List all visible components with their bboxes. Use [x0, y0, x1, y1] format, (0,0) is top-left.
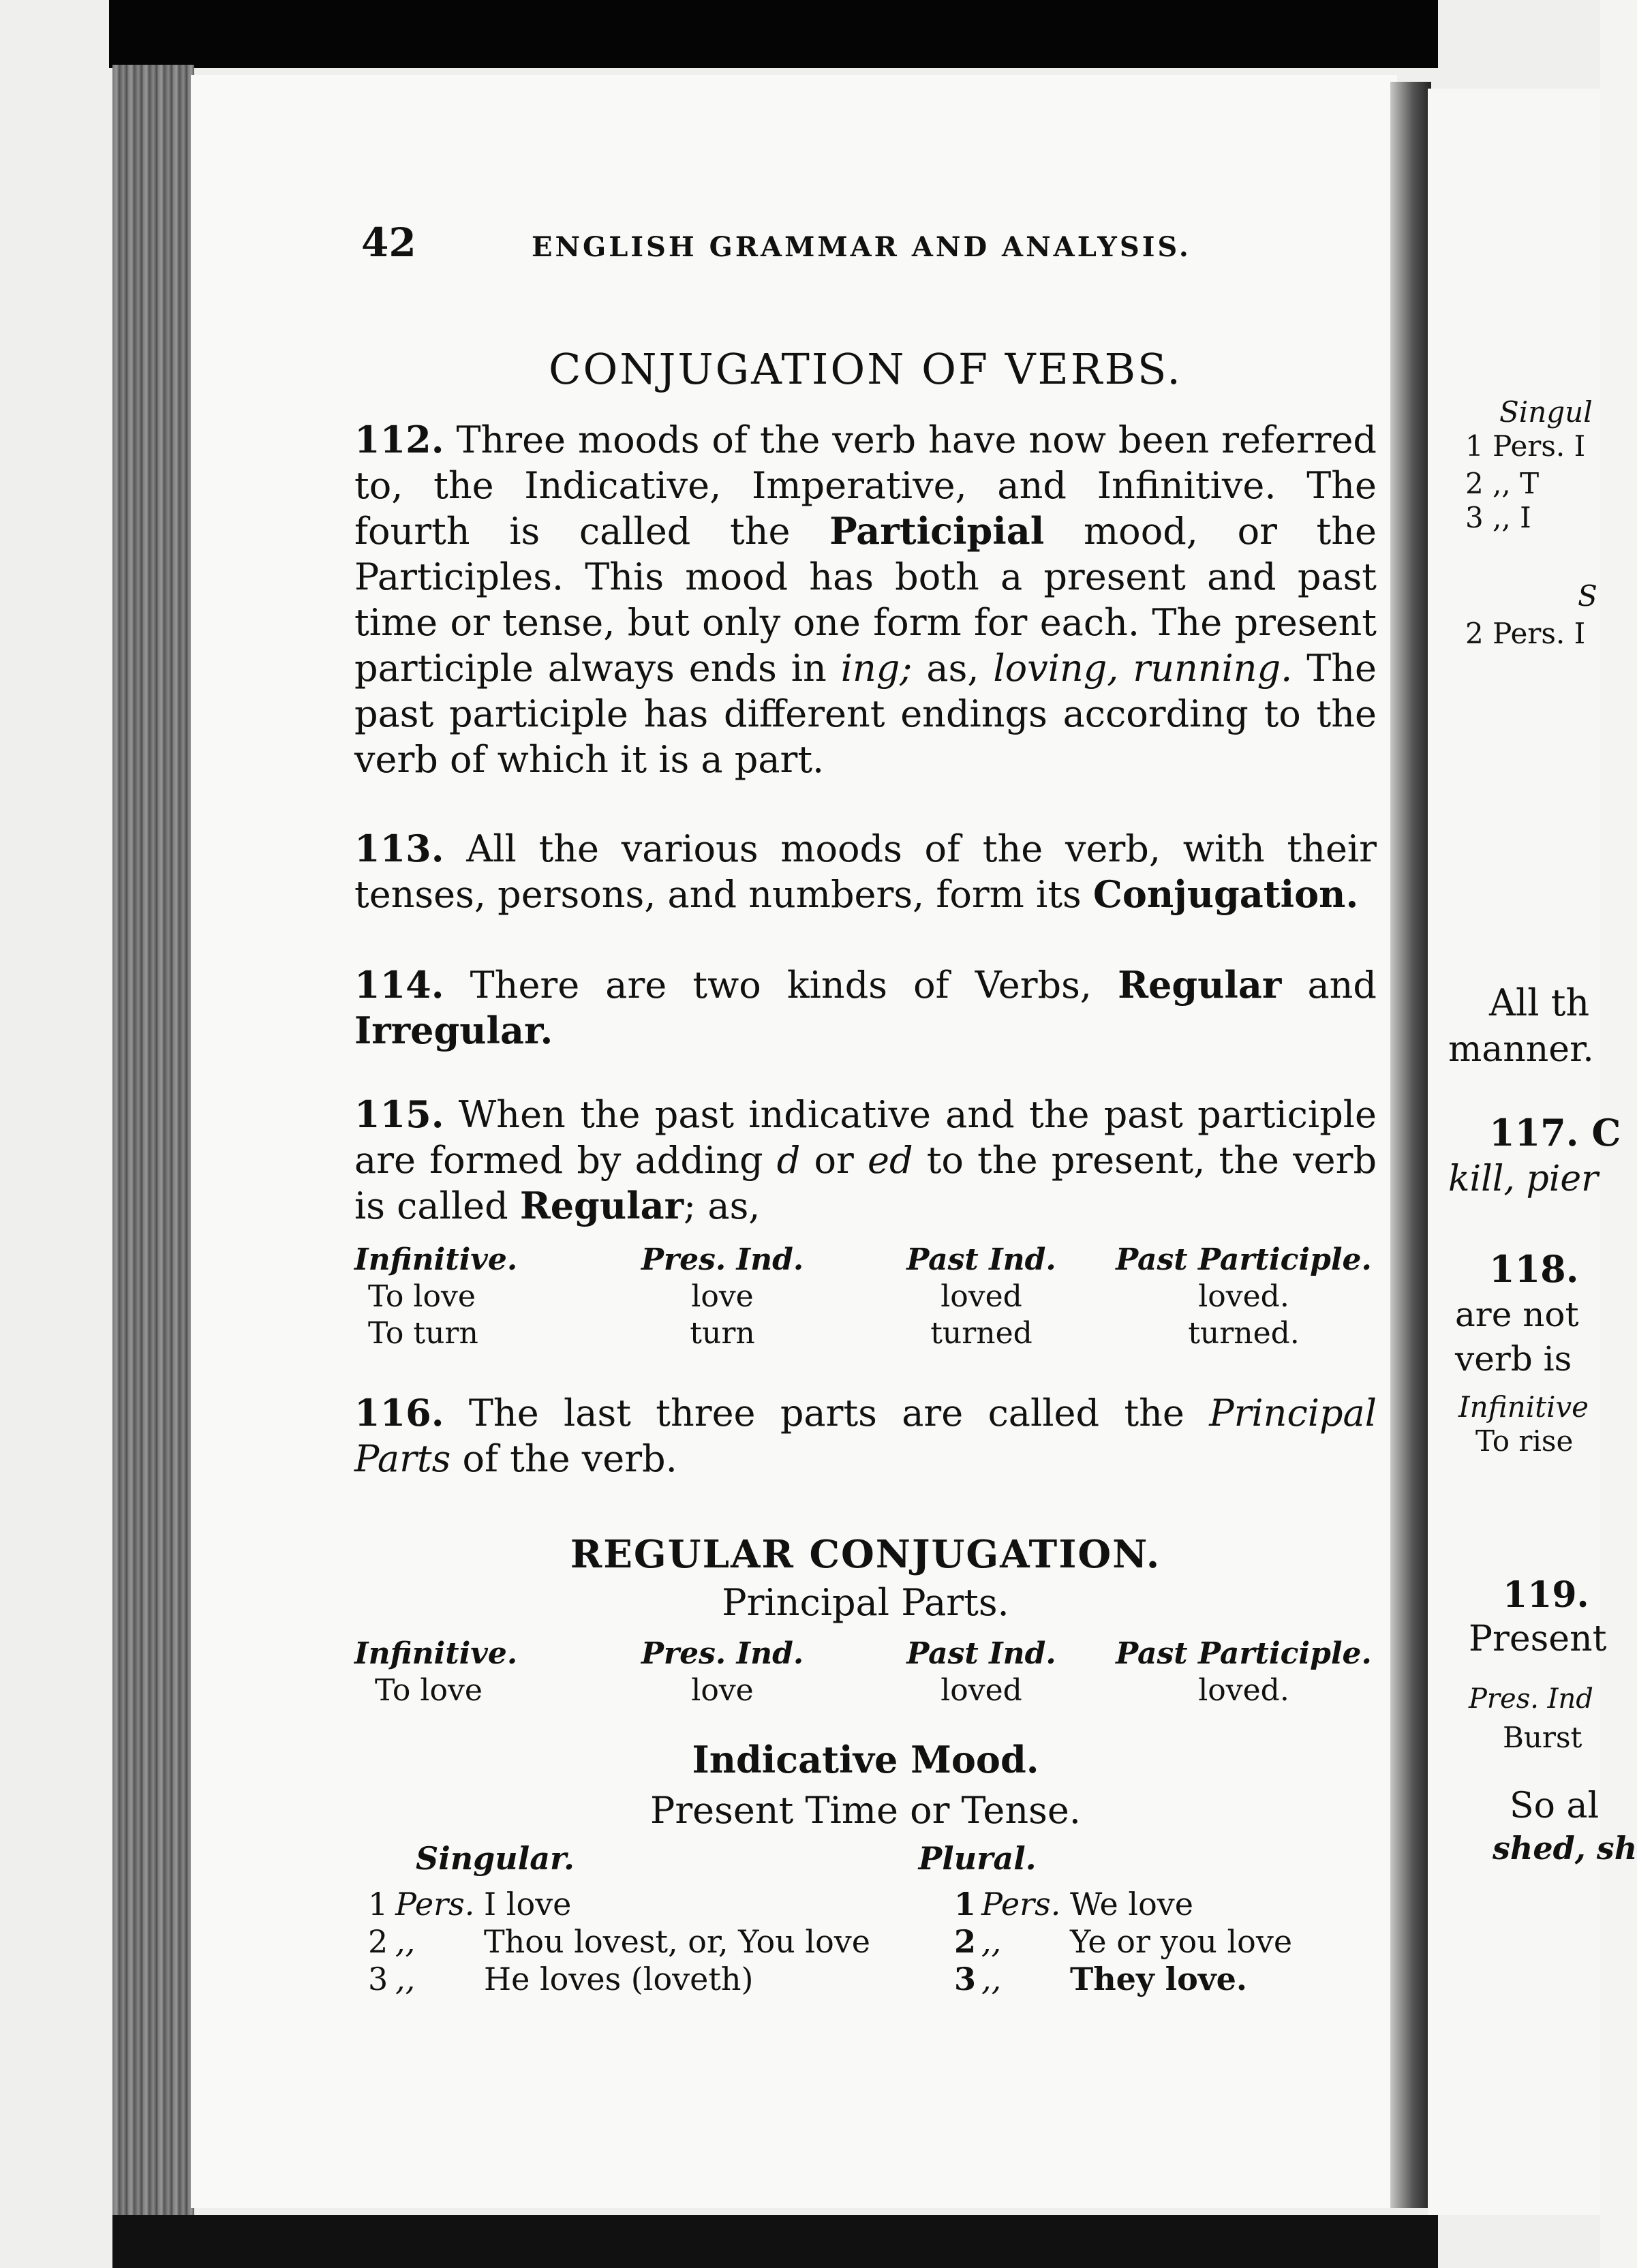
present-tense-heading: Present Time or Tense. — [650, 1789, 1081, 1832]
right-page-text: 119. — [1503, 1574, 1589, 1616]
right-page-text: Pres. Ind — [1469, 1683, 1593, 1715]
right-page-text: To rise — [1475, 1424, 1574, 1458]
section-title: CONJUGATION OF VERBS. — [549, 344, 1182, 394]
conjugation-row: 3 ,, He loves (loveth) 3 ,, They love. — [368, 1961, 1247, 1997]
right-page-text: Present — [1469, 1619, 1607, 1659]
paragraph-112: 112. Three moods of the verb have now been referred to, the Indicative, Imperative, and Infinitive. The fourth is called the Participial mood, or the Participles. This mood has both a present and past time or tense, but only one form for each. The present participle always ends in ing; as, loving, running. The past participle has different endings according to the verb of which it is a part. — [354, 418, 1377, 781]
running-head-title: ENGLISH GRAMMAR AND ANALYSIS. — [532, 231, 1191, 263]
right-page-text: 117. C — [1489, 1111, 1621, 1154]
paragraph-114: 114. There are two kinds of Verbs, Regular and Irregular. — [354, 963, 1377, 1052]
table-header: Past Ind. — [906, 1636, 1056, 1671]
right-page-text: kill, pier — [1448, 1159, 1599, 1199]
table-cell: turn — [690, 1316, 755, 1351]
table-header: Pres. Ind. — [641, 1636, 804, 1671]
table-cell: turned. — [1188, 1316, 1300, 1351]
scan-bottom-border — [112, 2215, 1438, 2268]
conjugation-row: 1 Pers. I love 1 Pers. We love — [368, 1886, 1193, 1922]
para-number: 115. — [354, 1092, 444, 1136]
right-page-text: 2 Pers. I — [1465, 617, 1586, 650]
para-number: 112. — [354, 418, 444, 461]
regular-conjugation-title: REGULAR CONJUGATION. — [570, 1532, 1161, 1577]
table-cell: To turn — [368, 1316, 478, 1351]
para-number: 116. — [354, 1391, 444, 1435]
conjugation-table — [368, 1840, 1377, 1998]
table-header: Past Participle. — [1116, 1636, 1372, 1671]
table-cell: To love — [368, 1279, 476, 1314]
table-cell: turned — [930, 1316, 1032, 1351]
right-page-text: verb is — [1455, 1339, 1572, 1379]
book-gutter — [1390, 82, 1431, 2208]
right-page-text: Singul — [1499, 395, 1593, 429]
right-page-text: 2 ,, T — [1465, 467, 1540, 500]
right-page-fragment — [1428, 89, 1637, 2215]
right-page-text: So al — [1510, 1786, 1600, 1826]
right-page-text: 1 Pers. I — [1465, 429, 1586, 463]
table-header: Infinitive. — [354, 1242, 518, 1277]
table-header: Past Ind. — [906, 1242, 1056, 1277]
right-page-text: are not — [1455, 1295, 1579, 1334]
paragraph-116: 116. The last three parts are called the Principal Parts of the verb. — [354, 1391, 1377, 1480]
scan-top-border — [109, 0, 1438, 68]
right-page-text: Infinitive — [1458, 1390, 1589, 1424]
right-page-text: S — [1578, 579, 1597, 613]
singular-label: Singular. — [416, 1840, 575, 1877]
right-page-text: 3 ,, I — [1465, 501, 1531, 534]
para-number: 114. — [354, 963, 444, 1007]
principal-parts-subtitle: Principal Parts. — [722, 1581, 1009, 1624]
table-header: Infinitive. — [354, 1636, 518, 1671]
table-cell: To love — [375, 1673, 483, 1708]
table-cell: love — [691, 1279, 754, 1314]
right-page-text: All th — [1489, 981, 1590, 1024]
right-page-text: shed, sh — [1493, 1830, 1637, 1867]
example-parts-table — [354, 1242, 1377, 1352]
page-number: 42 — [361, 219, 416, 266]
para-number: 113. — [354, 827, 444, 870]
book-page-edges — [112, 65, 194, 2218]
table-cell: love — [691, 1673, 754, 1708]
table-cell: loved. — [1198, 1279, 1289, 1314]
right-page-text: 118. — [1489, 1247, 1579, 1291]
table-header: Past Participle. — [1116, 1242, 1372, 1277]
running-head — [361, 219, 1370, 266]
plural-label: Plural. — [918, 1840, 1037, 1877]
table-cell: loved — [940, 1279, 1022, 1314]
conjugation-row: 2 ,, Thou lovest, or, You love 2 ,, Ye or you love — [368, 1923, 1293, 1960]
paragraph-115: 115. When the past indicative and the past participle are formed by adding d or ed to the present, the verb is called Regular; as, — [354, 1092, 1377, 1227]
principal-parts-table — [354, 1636, 1377, 1709]
table-cell: loved — [940, 1673, 1022, 1708]
right-page-text: Burst — [1503, 1721, 1582, 1754]
paragraph-113: 113. All the various moods of the verb, with their tenses, persons, and numbers, form its Conjugation. — [354, 827, 1377, 916]
table-cell: loved. — [1198, 1673, 1289, 1708]
table-header: Pres. Ind. — [641, 1242, 804, 1277]
indicative-mood-heading: Indicative Mood. — [692, 1738, 1039, 1781]
right-page-text: manner. — [1448, 1029, 1594, 1070]
